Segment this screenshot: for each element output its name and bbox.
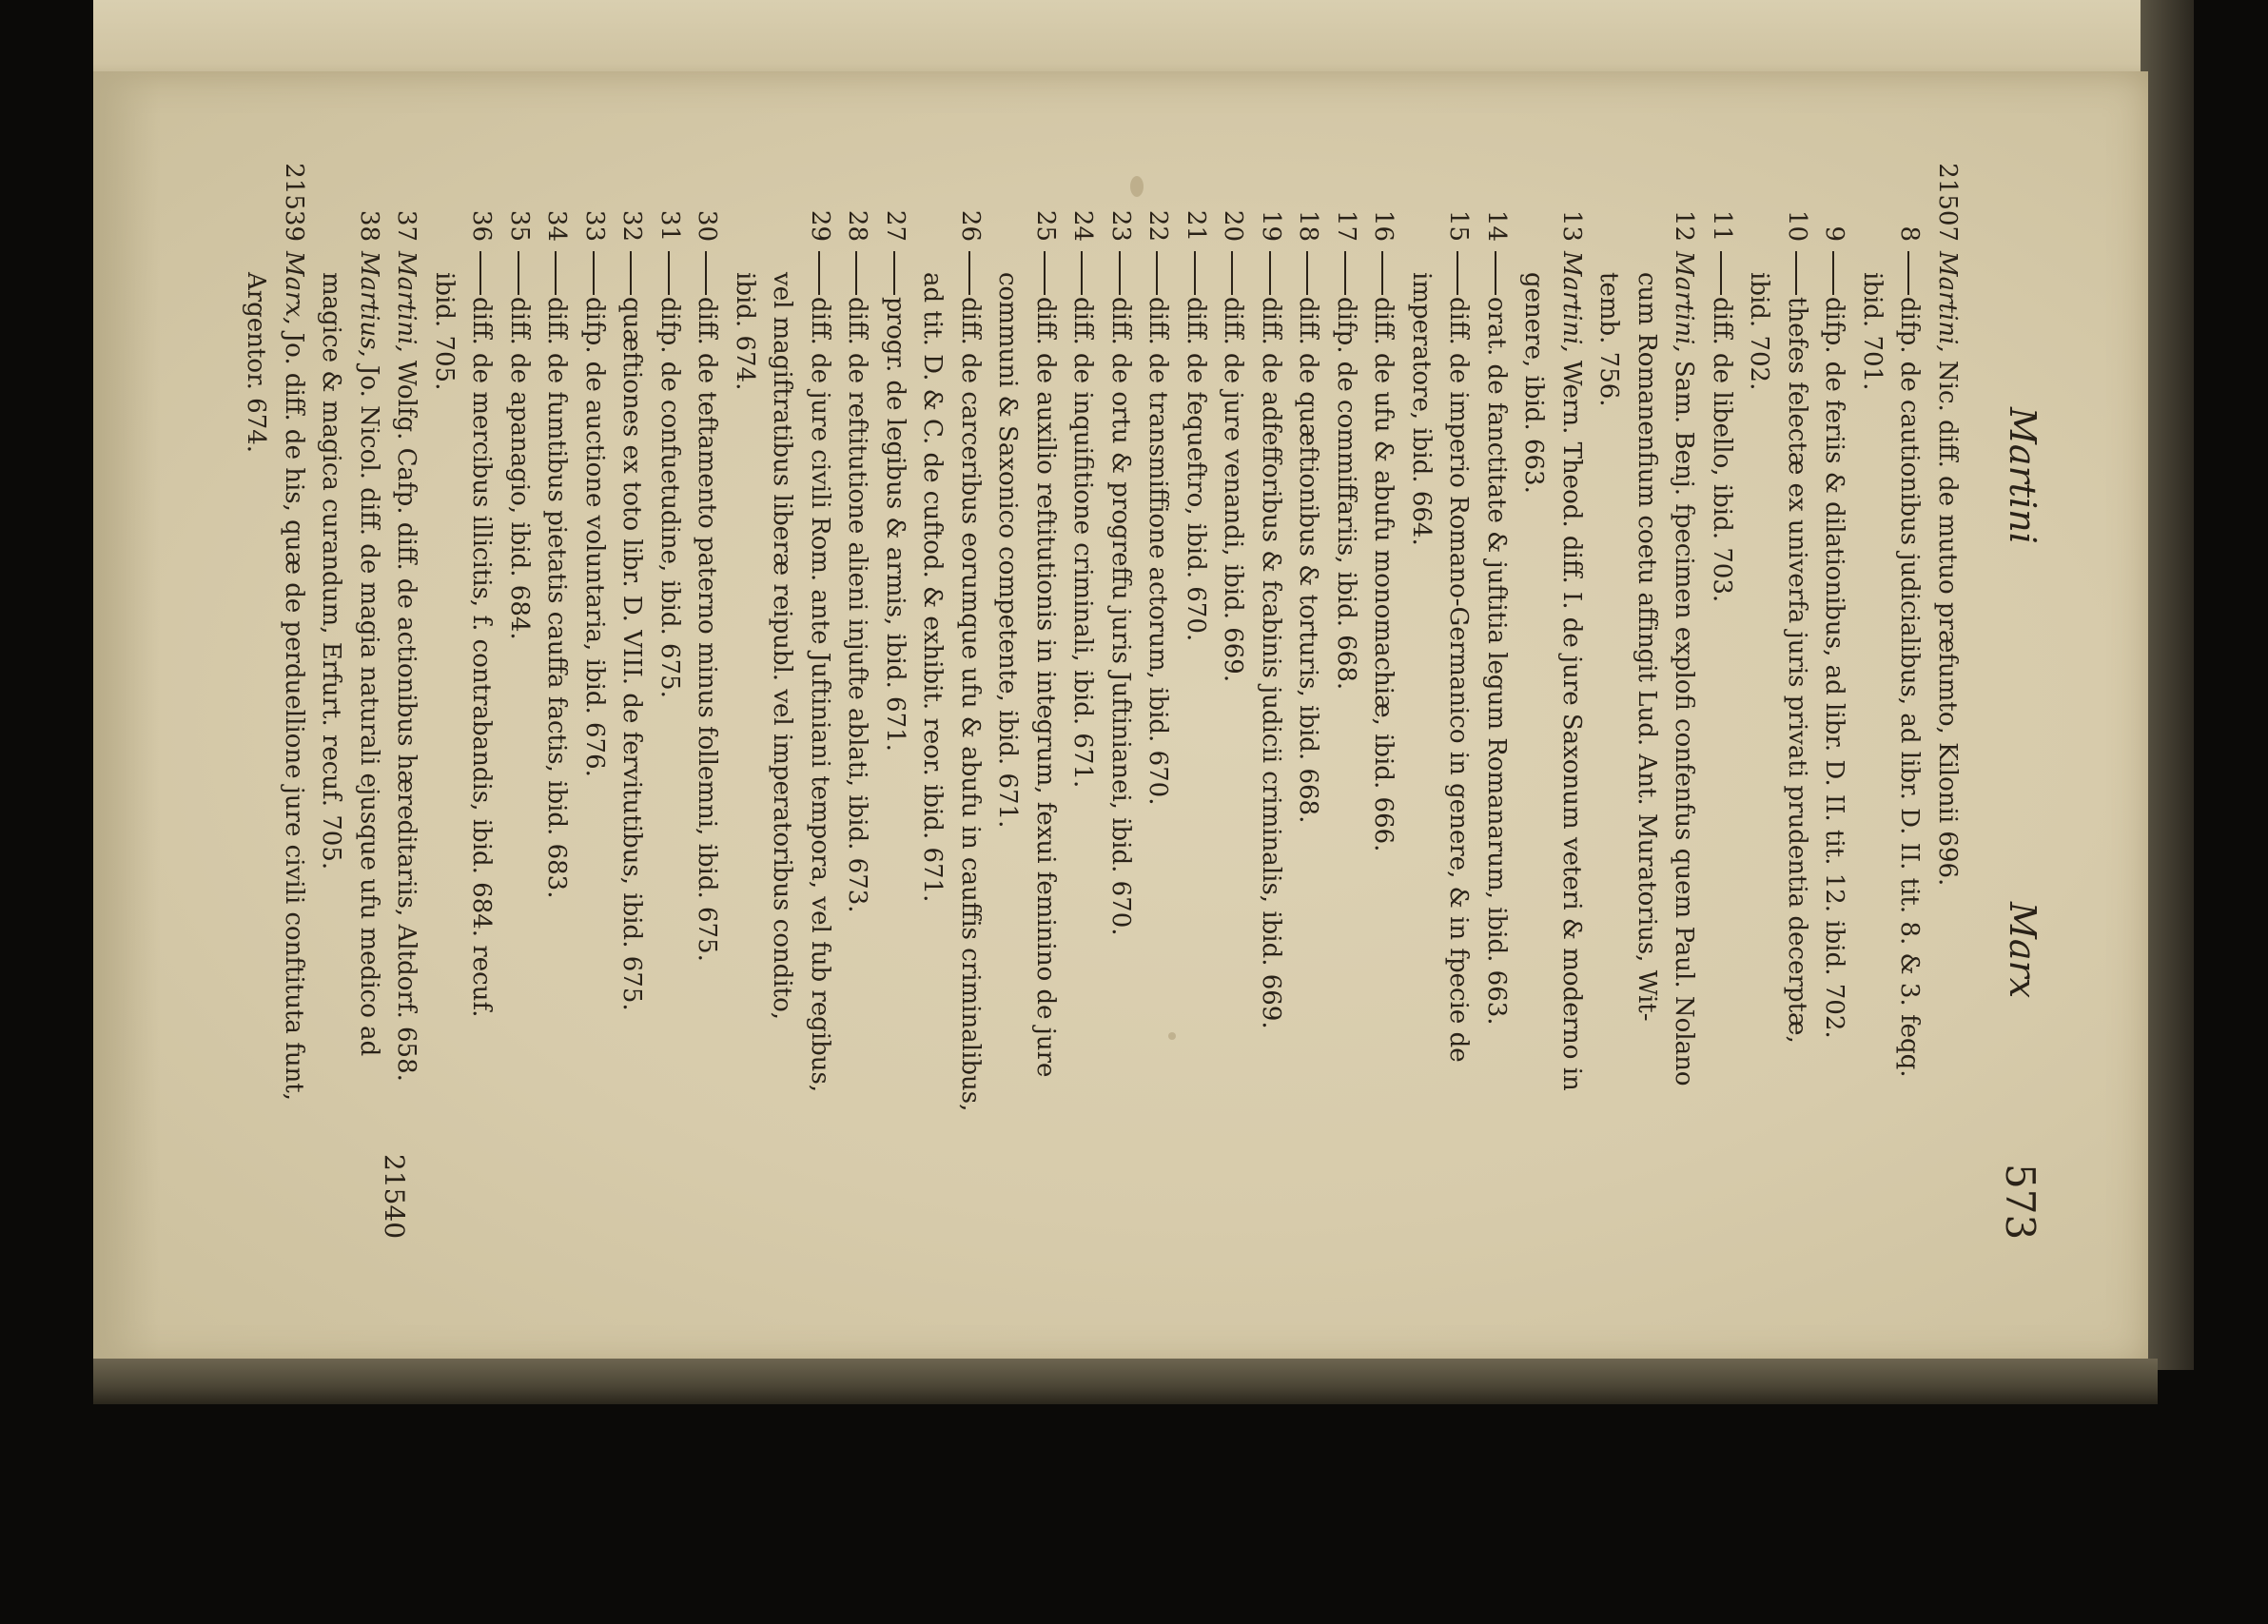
ditto-dash: [593, 251, 595, 295]
entry-text: diff. de libello, ibid. 703.: [1708, 297, 1736, 603]
entry-text: Wolfg. Cafp. diff. de actionibus hæreditariis, Altdorf. 658.: [392, 360, 421, 1082]
bibliography-entry: [613, 160, 651, 1254]
entry-first-line: [1445, 251, 1474, 1063]
running-head-middle: Marx: [2002, 902, 2043, 999]
ditto-dash: [1720, 251, 1722, 295]
entry-text: diff. de carceribus eorumque ufu & abufu in cauffis criminalibus,: [956, 297, 985, 1112]
bibliography-entry: [1477, 160, 1515, 1254]
entry-number: 25: [1031, 209, 1060, 242]
entry-number: 26: [956, 209, 985, 242]
ditto-dash: [1795, 251, 1797, 295]
entry-author: Martius,: [355, 251, 383, 358]
entry-text: quæftiones ex toto libr. D. VIII. de fervitutibus, ibid. 675.: [617, 297, 647, 1011]
entry-first-line: [393, 251, 421, 1082]
entry-number: 18: [1294, 209, 1323, 242]
bibliography-entry: [726, 160, 839, 1254]
entry-text: Sam. Benj. fpecimen explofi confenfus quem Paul. Nolano: [1670, 360, 1699, 1086]
entry-number: 35: [505, 209, 534, 242]
entry-text: orat. de fanctitate & juftitia legum Romanarum, ibid. 663.: [1482, 297, 1511, 1026]
bibliography-entry: [387, 160, 425, 1254]
entry-text: difp. de confuetudine, ibid. 675.: [655, 297, 684, 698]
entry-number: 10: [1783, 209, 1811, 242]
entry-number: 38: [355, 209, 383, 242]
bibliography-entry: [913, 160, 988, 1254]
ditto-dash: [1307, 251, 1309, 295]
entry-text: diff. de reftitutione alieni injufte ablati, ibid. 673.: [843, 297, 872, 913]
entry-first-line: [280, 251, 308, 1101]
bibliography-entry: [1177, 160, 1215, 1254]
entry-number: 8: [1895, 225, 1925, 242]
entry-number: 21: [1182, 209, 1210, 242]
ditto-dash: [706, 251, 708, 295]
entry-number: 16: [1369, 209, 1398, 242]
ditto-dash: [1269, 251, 1271, 295]
entry-number: 21539: [280, 163, 308, 242]
bibliography-entry: [500, 160, 538, 1254]
entry-number: 14: [1482, 209, 1511, 242]
ditto-dash: [968, 251, 970, 295]
entry-first-line: [694, 251, 722, 962]
bibliography-entry: [1703, 160, 1741, 1254]
entry-continuation-line: communi & Saxonico competente, ibid. 671.: [993, 272, 1023, 829]
bibliography-entry: [538, 160, 576, 1254]
running-head: [1986, 160, 2043, 1254]
entry-text: difp. de auctione voluntaria, ibid. 676.: [580, 297, 609, 777]
entry-number: 20: [1219, 209, 1248, 242]
entry-text: difp. de commiffariis, ibid. 668.: [1332, 297, 1360, 691]
entry-text: diff. de teftamento paterno minus follemni, ibid. 675.: [693, 297, 722, 962]
entry-number: 23: [1106, 209, 1135, 242]
bibliography-entry: [1815, 160, 1853, 1254]
bibliography-entry: [1139, 160, 1177, 1254]
catchword: 21540: [379, 1154, 410, 1240]
entry-first-line: [1370, 251, 1398, 851]
entry-number: 33: [580, 209, 609, 242]
entry-number: 34: [542, 209, 572, 242]
bibliography-entry: [1327, 160, 1365, 1254]
entry-text: diff. de imperio Romano-Germanico in genere, & in fpecie de: [1444, 297, 1474, 1063]
ditto-dash: [1344, 251, 1346, 295]
bibliography-entry: [1402, 160, 1477, 1254]
ditto-dash: [1157, 251, 1159, 295]
entry-first-line: [1557, 251, 1586, 1091]
entry-number: 29: [806, 209, 834, 242]
entry-continuation-line: temb. 756.: [1594, 272, 1624, 407]
entry-number: 28: [843, 209, 872, 242]
entry-text: diff. de jure venandi, ibid. 669.: [1219, 297, 1248, 683]
ditto-dash: [1044, 251, 1046, 295]
entry-number: 13: [1557, 209, 1586, 242]
entry-text: thefes felectæ ex univerfa juris privati prudentia decerptæ,: [1783, 297, 1811, 1044]
entry-number: 36: [467, 209, 497, 242]
entry-first-line: [1031, 251, 1060, 1077]
entry-first-line: [1069, 251, 1098, 788]
entry-continuation-line: cum Romanenfium coetu affingit Lud. Ant. Muratorius, Wit-: [1633, 272, 1661, 1022]
entry-number: 21507: [1933, 163, 1962, 242]
bibliography-entry: [1364, 160, 1402, 1254]
entry-number: 32: [617, 209, 647, 242]
entry-first-line: [543, 251, 572, 898]
entry-first-line: [1482, 251, 1511, 1026]
entry-continuation-line: ibid. 702.: [1745, 272, 1774, 391]
entry-text: Nic. diff. de mutuo præfumto, Kilonii 696.: [1933, 360, 1962, 887]
bibliography-entry: [838, 160, 876, 1254]
entry-number: 37: [392, 209, 421, 242]
entry-number: 12: [1670, 209, 1699, 242]
entry-continuation-line: ibid. 674.: [731, 272, 759, 391]
entry-text: difp. de cautionibus judicialibus, ad libr. D. II. tit. 8. & 3. feqq.: [1895, 297, 1925, 1078]
ditto-dash: [480, 251, 482, 295]
entry-continuation-line: genere, ibid. 663.: [1519, 272, 1549, 494]
entry-text: diff. de jure civili Rom. ante Juftiniani tempora, vel fub regibus,: [806, 297, 834, 1093]
entry-text: diff. de adfefforibus & fcabinis judicii criminalis, ibid. 669.: [1257, 297, 1285, 1029]
entry-first-line: [881, 251, 909, 752]
entry-number: 30: [693, 209, 722, 242]
entry-first-line: [1821, 251, 1849, 1039]
entry-first-line: [468, 251, 497, 1017]
running-head-left: Martini: [2002, 407, 2043, 544]
entry-continuation-line: magice & magica curandum, Erfurt. recuf. 705.: [317, 272, 346, 871]
entry-first-line: [844, 251, 872, 913]
ditto-dash: [1833, 251, 1835, 295]
entry-first-line: [1257, 251, 1285, 1029]
entry-first-line: [618, 251, 647, 1011]
ditto-dash: [1232, 251, 1234, 295]
bibliography-entry: [1740, 160, 1815, 1254]
entry-continuation-line: ibid. 701.: [1858, 272, 1887, 391]
ditto-dash: [1908, 251, 1910, 295]
entry-continuation-line: ad tit. D. & C. de cuftod. & exhibit. reor. ibid. 671.: [918, 272, 948, 903]
entry-number: 15: [1444, 209, 1474, 242]
entry-text: diff. de apanagio, ibid. 684.: [505, 297, 534, 640]
entry-number: 22: [1144, 209, 1173, 242]
entry-continuation-line: vel magiftratibus liberæ reipubl. vel imperatoribus condito,: [768, 272, 797, 1021]
entry-first-line: [1896, 251, 1925, 1078]
ditto-dash: [1382, 251, 1384, 295]
entry-first-line: [1144, 251, 1173, 805]
book-bottom-edge: [93, 1359, 2158, 1404]
bibliography-entry: [576, 160, 614, 1254]
entry-number: 19: [1257, 209, 1285, 242]
entry-author: Martini,: [1670, 251, 1699, 353]
bibliography-entry: [1928, 160, 1966, 1254]
entry-text: diff. de inquifitione criminali, ibid. 671.: [1068, 297, 1098, 789]
entry-text: diff. de ortu & progreffu juris Juftinianei, ibid. 670.: [1106, 297, 1135, 936]
ditto-dash: [893, 251, 895, 295]
ditto-dash: [631, 251, 633, 295]
ditto-dash: [1495, 251, 1496, 295]
entry-first-line: [1671, 251, 1699, 1086]
entry-author: Martini,: [1933, 251, 1962, 353]
entry-number: 9: [1820, 225, 1849, 242]
entry-text: diff. de ufu & abufu monomachiæ, ibid. 666.: [1369, 297, 1398, 852]
entry-text: difp. de feriis & dilationibus, ad libr. D. II. tit. 12. ibid. 702.: [1820, 297, 1849, 1039]
entry-text: diff. de mercibus illicitis, f. contrabandis, ibid. 684. recuf.: [467, 297, 497, 1018]
entry-first-line: [1295, 251, 1323, 823]
ditto-dash: [818, 251, 820, 295]
rotated-text-block: [242, 160, 2043, 1254]
entry-text: Jo. diff. de his, quæ de perduellione jure civili conftituta funt,: [280, 332, 308, 1102]
entry-text: Jo. Nicol. diff. de magia naturali ejusque ufu medico ad: [355, 364, 383, 1057]
bibliography-entry: [1102, 160, 1140, 1254]
bibliography-entry: [1853, 160, 1928, 1254]
bibliography-entry: [688, 160, 726, 1254]
entry-text: diff. de auxilio reftitutionis in integrum, fexui feminino de jure: [1031, 297, 1060, 1078]
bibliography-entry: [312, 160, 387, 1254]
entry-text: diff. de quæftionibus & torturis, ibid. 668.: [1294, 297, 1323, 824]
entry-number: 31: [655, 209, 684, 242]
bibliography-entry: [1064, 160, 1102, 1254]
entry-first-line: [1933, 251, 1962, 886]
entry-first-line: [580, 251, 609, 777]
entry-first-line: [1783, 251, 1811, 1044]
entry-continuation-line: Argentor. 674.: [242, 272, 271, 454]
entry-first-line: [505, 251, 534, 640]
entry-text: diff. de fumtibus pietatis cauffa factis, ibid. 683.: [542, 297, 572, 899]
ditto-dash: [1457, 251, 1459, 295]
bibliography-entry: [1252, 160, 1290, 1254]
bibliography-entries: [237, 160, 1965, 1254]
entry-continuation-line: ibid. 705.: [430, 272, 459, 391]
bibliography-entry: [1289, 160, 1327, 1254]
entry-number: 24: [1068, 209, 1098, 242]
entry-first-line: [1220, 251, 1248, 682]
entry-author: Marx,: [280, 251, 308, 325]
ditto-dash: [1119, 251, 1121, 295]
ditto-dash: [856, 251, 858, 295]
entry-continuation-line: imperatore, ibid. 664.: [1407, 272, 1436, 546]
bibliography-entry: [425, 160, 500, 1254]
entry-number: 11: [1708, 209, 1736, 242]
ditto-dash: [1194, 251, 1196, 295]
page-gutter-shadow: [93, 71, 160, 1367]
entry-first-line: [1182, 251, 1210, 641]
book-cover-edge: [2141, 0, 2194, 1370]
entry-text: diff. de transmiffione actorum, ibid. 670.: [1144, 297, 1173, 806]
entry-text: Wern. Theod. diff. I. de jure Saxonum veteri & moderno in: [1557, 360, 1586, 1091]
entry-number: 27: [881, 209, 909, 242]
entry-number: 17: [1332, 209, 1360, 242]
entry-first-line: [956, 251, 985, 1111]
bibliography-entry: [651, 160, 689, 1254]
entry-text: diff. de fequeftro, ibid. 670.: [1182, 297, 1210, 642]
entry-first-line: [655, 251, 684, 698]
ditto-dash: [1082, 251, 1084, 295]
ditto-dash: [518, 251, 519, 295]
page-number: 573: [1997, 1164, 2043, 1241]
entry-first-line: [806, 251, 834, 1092]
bibliography-entry: [1515, 160, 1590, 1254]
bibliography-entry: [237, 160, 312, 1254]
entry-first-line: [1332, 251, 1360, 690]
bibliography-entry: [988, 160, 1064, 1254]
entry-text: progr. de legibus & armis, ibid. 671.: [881, 297, 909, 752]
bibliography-entry: [1590, 160, 1703, 1254]
entry-first-line: [355, 251, 383, 1056]
ditto-dash: [668, 251, 670, 295]
entry-first-line: [1708, 251, 1736, 602]
bibliography-entry: [1214, 160, 1252, 1254]
entry-author: Martini,: [1557, 251, 1586, 353]
bibliography-entry: [876, 160, 914, 1254]
entry-first-line: [1106, 251, 1135, 936]
ditto-dash: [556, 251, 557, 295]
entry-author: Martini,: [392, 251, 421, 353]
